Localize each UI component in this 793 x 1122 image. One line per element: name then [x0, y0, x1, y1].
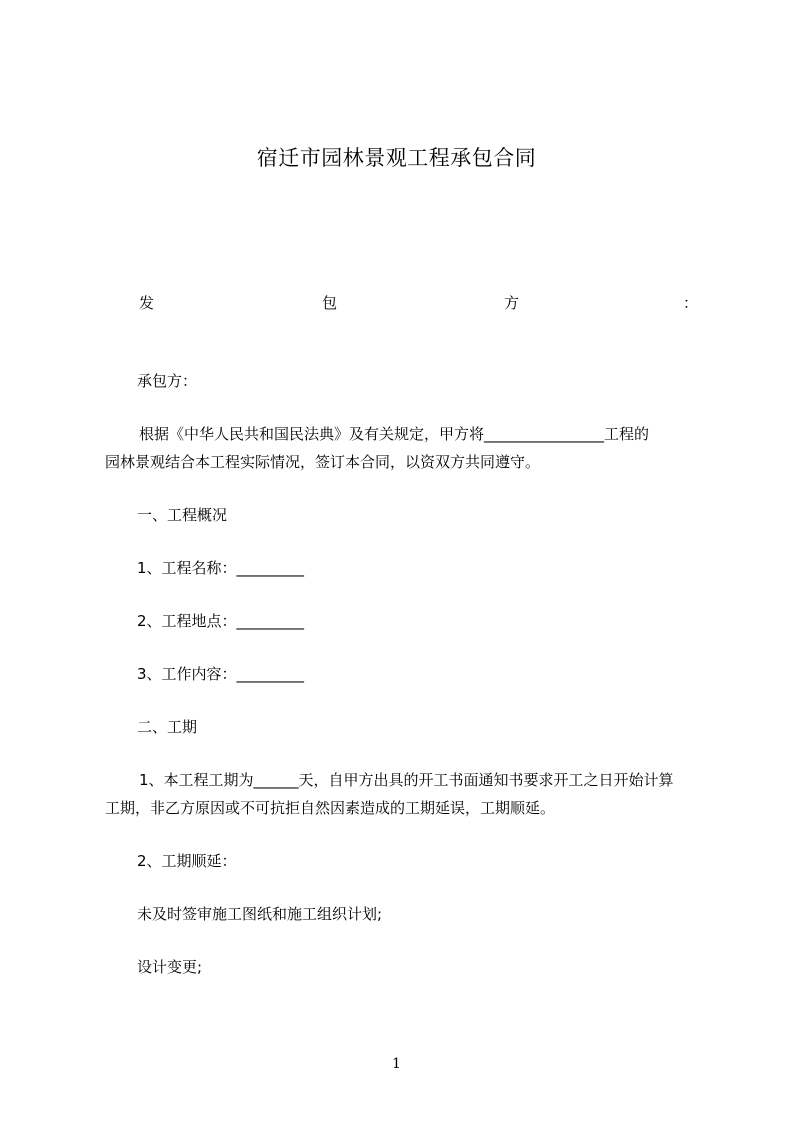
project-location-item: 2、工程地点：_________ [137, 612, 305, 630]
party-a-label-colon: ： [683, 294, 699, 312]
party-b-label: 承包方： [137, 372, 198, 390]
extension-reason-1: 未及时签审施工图纸和施工组织计划; [137, 905, 383, 923]
intro-line-1: 根据《中华人民共和国民法典》及有关规定，甲方将________________工程的 [139, 425, 650, 443]
party-a-label-char-1: 发 [139, 294, 155, 312]
section-1-heading: 一、工程概况 [137, 506, 228, 524]
section-2-heading: 二、工期 [137, 718, 198, 736]
page-number: 1 [392, 1056, 401, 1072]
party-a-label-char-3: 方 [504, 294, 520, 312]
extension-item: 2、工期顺延： [137, 852, 237, 870]
project-name-item: 1、工程名称：_________ [137, 559, 305, 577]
intro-line-2: 园林景观结合本工程实际情况，签订本合同，以资双方共同遵守。 [105, 453, 541, 471]
document-title: 宿迁市园林景观工程承包合同 [256, 146, 537, 170]
duration-item-line-2: 工期，非乙方原因或不可抗拒自然因素造成的工期延误，工期顺延。 [105, 799, 556, 817]
party-a-label-char-2: 包 [322, 294, 338, 312]
work-content-item: 3、工作内容：_________ [137, 665, 305, 683]
duration-item-line-1: 1、本工程工期为______天，自甲方出具的开工书面通知书要求开工之日开始计算 [139, 771, 674, 789]
extension-reason-2: 设计变更; [137, 958, 203, 976]
